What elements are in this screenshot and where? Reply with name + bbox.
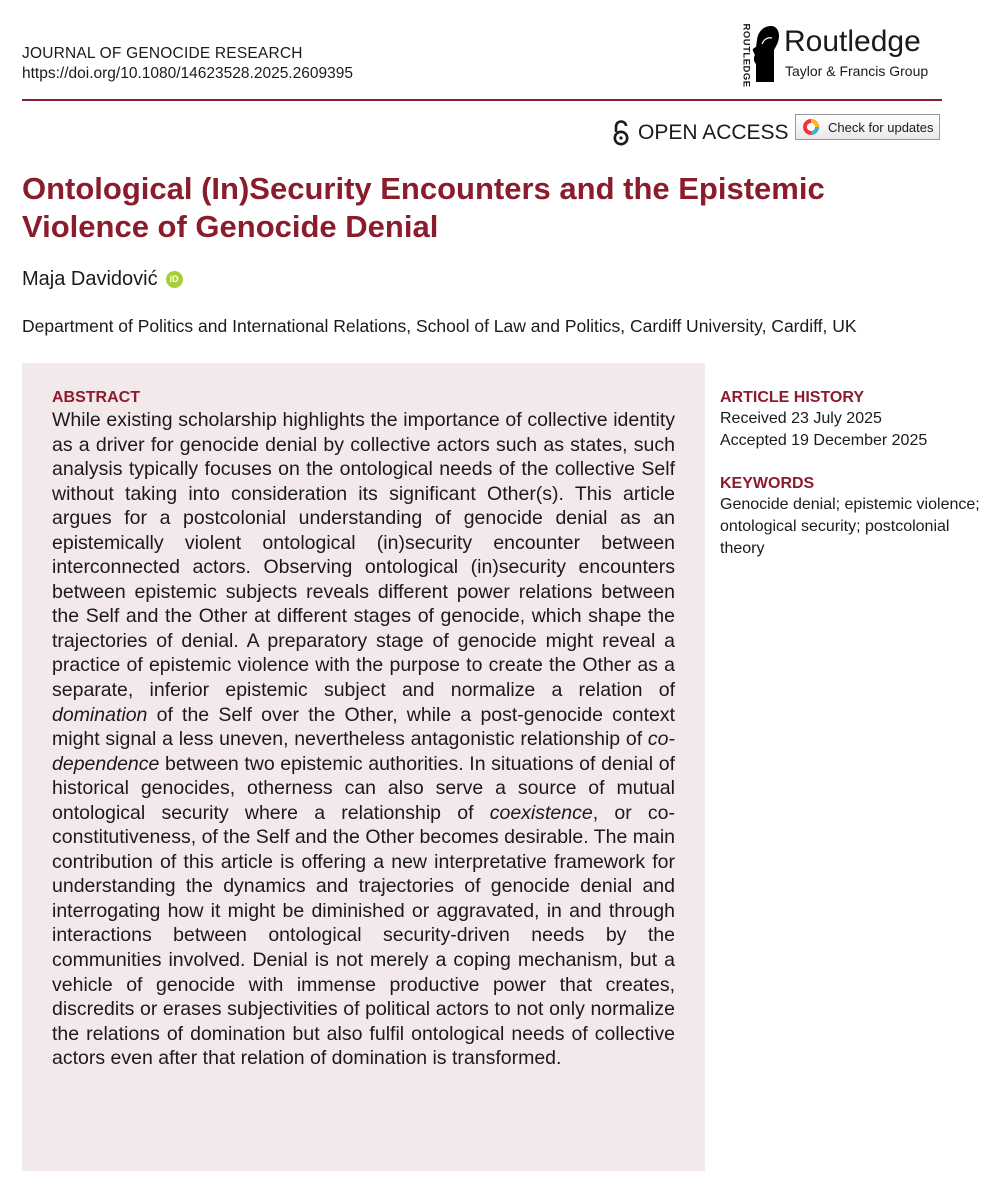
abstract-text (52, 408, 675, 1071)
publisher-logo (728, 22, 958, 88)
publisher-vertical-text: ROUTLEDGE (740, 23, 752, 88)
article-sidebar (720, 388, 980, 560)
abstract-emphasis-coexistence: coexistence (489, 801, 593, 824)
header-divider (22, 99, 942, 101)
author-affiliation: Department of Politics and International Relations, School of Law and Politics, Cardiff University, Cardiff, UK (22, 316, 857, 336)
abstract-part-1: While existing scholarship highlights the importance of collective identity as a driver for genocide denial by collective actors such as states, such analysis typically focuses on the ontological needs of the collective Self without taking into consideration its significant Other(s). This article argues for a postcolonial understanding of genocide denial as an epistemically violent ontological (in)security encounter between interconnected actors. Observing ontological (in)security encounters between epistemic subjects reveals different power relations between the Self and the Other at different stages of genocide, which shape the trajectories of denial. A preparatory stage of genocide might reveal a practice of epistemic violence with the purpose to create the Other as a separate, inferior epistemic subject and normalize a relation of (52, 409, 675, 702)
orcid-icon[interactable]: iD (166, 271, 183, 288)
author-line (22, 268, 183, 291)
article-history-heading: ARTICLE HISTORY (720, 389, 865, 406)
open-access-label: OPEN ACCESS (638, 121, 789, 144)
abstract-part-4: , or co-constitutiveness, of the Self and the Other becomes desirable. The main contribution of this article is offering a new interpretative framework for understanding the dynamics and trajectories of genocide denial and interrogating how it might be diminished or aggravated, in and through interactions between ontological security-driven needs by the communities involved. Denial is not merely a coping mechanism, but a vehicle of genocide with immense productive power that creates, discredits or erases subjectivities of political actors to not only normalize the relations of domination but also fulfil ontological needs of collective actors even after that relation of domination is transformed. (52, 801, 676, 1070)
open-access-badge (612, 120, 789, 146)
keywords-heading: KEYWORDS (720, 475, 815, 492)
publisher-name: Routledge (784, 25, 921, 58)
abstract-part-2: of the Self over the Other, while a post-genocide context might signal a less uneven, nevertheless antagonistic relationship of (52, 703, 675, 751)
article-title: Ontological (In)Security Encounters and the Epistemic Violence of Genocide Denial (22, 171, 825, 244)
abstract-heading: ABSTRACT (52, 389, 140, 406)
author-name[interactable]: Maja Davidović (22, 268, 158, 290)
open-lock-icon (612, 120, 630, 146)
journal-header (22, 44, 353, 84)
received-date: Received 23 July 2025 (720, 410, 882, 427)
abstract-emphasis-codependence: co-dependence (52, 728, 675, 775)
doi-link[interactable]: https://doi.org/10.1080/14623528.2025.2609395 (22, 65, 353, 82)
check-for-updates-label: Check for updates (828, 119, 934, 135)
crossmark-icon (802, 118, 820, 136)
check-for-updates-button[interactable] (795, 114, 940, 140)
journal-name: JOURNAL OF GENOCIDE RESEARCH (22, 45, 303, 62)
abstract-box (22, 363, 705, 1171)
accepted-date: Accepted 19 December 2025 (720, 432, 928, 449)
head-profile-icon (752, 24, 780, 82)
abstract-emphasis-domination: domination (52, 703, 148, 726)
abstract-part-3: between two epistemic authorities. In situations of denial of historical genocides, otherness can also serve a source of mutual ontological security where a relationship of (52, 752, 675, 824)
keywords-list: Genocide denial; epistemic violence; ontological security; postcolonial theory (720, 496, 980, 557)
publisher-group: Taylor & Francis Group (785, 63, 929, 79)
